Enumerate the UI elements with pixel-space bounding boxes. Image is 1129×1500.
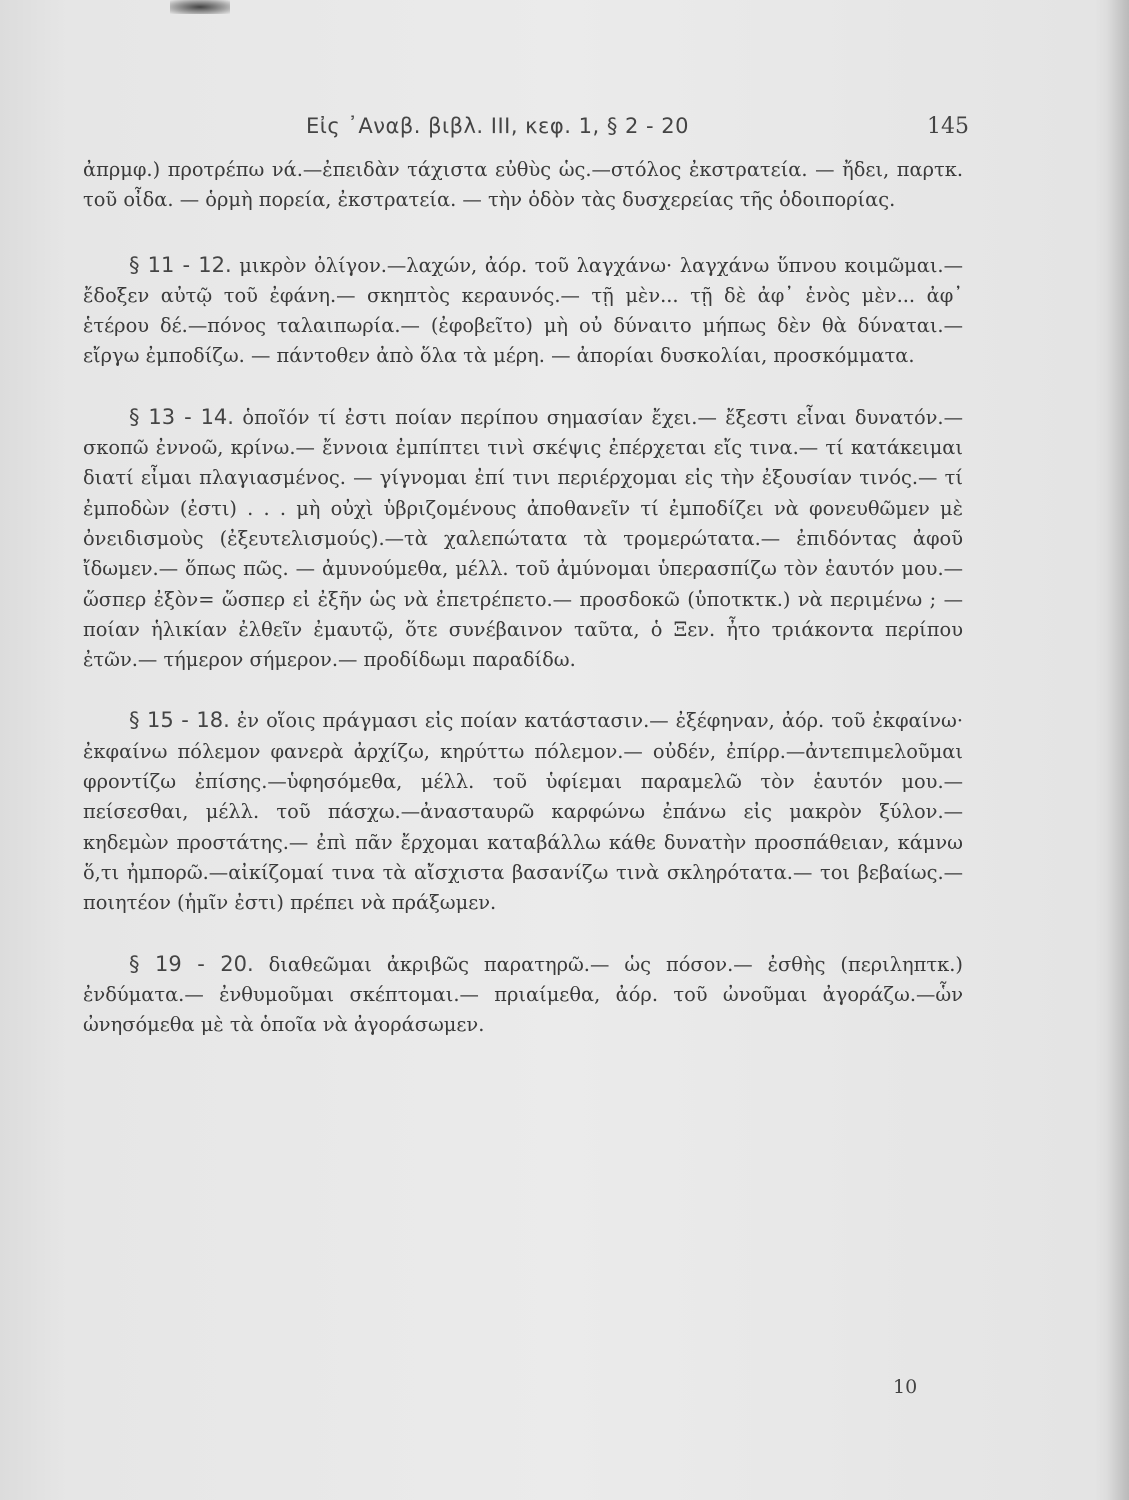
page-edge-shadow bbox=[1107, 0, 1129, 1500]
paragraph-text: ὁποῖόν τί ἐστι ποίαν περίπου σημασίαν ἔχει.— ἔξεστι εἶναι δυνατόν.— σκοπῶ ἐννοῶ, κρίνω.— ἔννοια ἐμπίπτει τινὶ σκέψις ἐπέρχεται εἴς τινα.— τί κατάκειμαι διατί εἶμαι πλαγιασμένος. — γίγνομαι ἐπί τινι περιέρχομαι εἰς τὴν ἐξουσίαν τινός.— τί ἐμποδὼν (ἐστι) . . . μὴ οὐχὶ ὑβριζομένους ἀποθανεῖν τί ἐμποδίζει νὰ φονευθῶμεν μὲ ὀνειδισμοὺς (ἐξευτελισμούς).—τὰ χαλεπώτατα τὰ τρομερώτατα.— ἐπιδόντας ἀφοῦ ἴδωμεν.— ὅπως πῶς. — ἀμυνούμεθα, μέλλ. τοῦ ἀμύνομαι ὑπερασπίζω τὸν ἑαυτόν μου.— ὥσπερ ἐξὸν= ὥσπερ εἰ ἐξῆν ὡς νὰ ἐπετρέπετο.— προσδοκῶ (ὑποτκτκ.) νὰ περιμένω ; — ποίαν ἡλικίαν ἐλθεῖν ἐμαυτῷ, ὅτε συνέβαινον ταῦτα, ὁ Ξεν. ἦτο τριάκοντα περίπου ἐτῶν.— τήμερον σήμερον.— προδίδωμι παραδίδω. bbox=[83, 405, 963, 672]
paragraph-text: ἀπρμφ.) προτρέπω νά.—ἐπειδὰν τάχιστα εὐθὺς ὡς.—στόλος ἐκστρατεία. — ἤδει, παρτκ. τοῦ οἶδα. — ὁρμὴ πορεία, ἐκστρατεία. — τὴν ὁδὸν τὰς δυσχερείας τῆς ὁδοιπορίας. bbox=[83, 158, 963, 212]
section-mark: § 11 - 12. bbox=[129, 252, 232, 277]
paragraph-continuation bbox=[83, 155, 963, 216]
section-mark: § 15 - 18. bbox=[129, 708, 230, 733]
paragraph-text: μικρὸν ὀλίγον.—λαχών, ἀόρ. τοῦ λαγχάνω· λαγχάνω ὕπνου κοιμῶμαι.—ἔδοξεν αὐτῷ τοῦ ἐφάνη.— σκηπτὸς κεραυνός.— τῇ μὲν... τῇ δὲ ἀφ᾽ ἑνὸς μὲν... ἀφ᾽ ἑτέρου δέ.—πόνος ταλαιπωρία.— (ἐφοβεῖτο) μὴ οὐ δύναιτο μήπως δὲν θὰ δύναται.—εἴργω ἐμποδίζω. — πάντοθεν ἀπὸ ὅλα τὰ μέρη. — ἀπορίαι δυσκολίαι, προσκόμματα. bbox=[83, 253, 963, 368]
section-mark: § 19 - 20. bbox=[129, 951, 254, 976]
ink-blot bbox=[170, 0, 230, 14]
page-header bbox=[0, 114, 1129, 144]
paragraph-section-13-14 bbox=[83, 402, 963, 676]
paragraph-section-11-12 bbox=[83, 250, 963, 372]
running-head: Εἰς ᾿Αναβ. βιβλ. ΙΙΙ, κεφ. 1, § 2 - 20 bbox=[306, 114, 690, 138]
paragraph-text: ἐν οἵοις πράγμασι εἰς ποίαν κατάστασιν.— ἐξέφηναν, ἀόρ. τοῦ ἐκφαίνω· ἐκφαίνω πόλεμον φανερὰ ἀρχίζω, κηρύττω πόλεμον.— οὐδέν, ἐπίρρ.—ἀντεπιμελοῦμαι φροντίζω ἐπίσης.—ὑφησόμεθα, μέλλ. τοῦ ὑφίεμαι παραμελῶ τὸν ἑαυτόν μου.— πείσεσθαι, μέλλ. τοῦ πάσχω.—ἀνασταυρῶ καρφώνω ἐπάνω εἰς μακρὸν ξύλον.— κηδεμὼν προστάτης.— ἐπὶ πᾶν ἔρχομαι καταβάλλω κάθε δυνατὴν προσπάθειαν, κάμνω ὅ,τι ἠμπορῶ.—αἰκίζομαί τινα τὰ αἴσχιστα βασανίζω τινὰ σκληρότατα.— τοι βεβαίως.— ποιητέον (ἡμῖν ἐστι) πρέπει νὰ πράξωμεν. bbox=[83, 709, 963, 915]
paragraph-section-19-20 bbox=[83, 949, 963, 1041]
body-text bbox=[83, 155, 963, 1070]
paragraph-section-15-18 bbox=[83, 705, 963, 918]
page-number: 145 bbox=[927, 114, 969, 139]
paragraph-text: διαθεῶμαι ἀκριβῶς παρατηρῶ.— ὡς πόσον.— ἐσθὴς (περιληπτκ.) ἐνδύματα.— ἐνθυμοῦμαι σκέπτομαι.— πριαίμεθα, ἀόρ. τοῦ ὠνοῦμαι ἀγοράζω.—ὧν ὠνησόμεθα μὲ τὰ ὁποῖα νὰ ἀγοράσωμεν. bbox=[83, 952, 963, 1037]
section-mark: § 13 - 14. bbox=[129, 404, 234, 429]
signature-mark: 10 bbox=[893, 1376, 918, 1398]
